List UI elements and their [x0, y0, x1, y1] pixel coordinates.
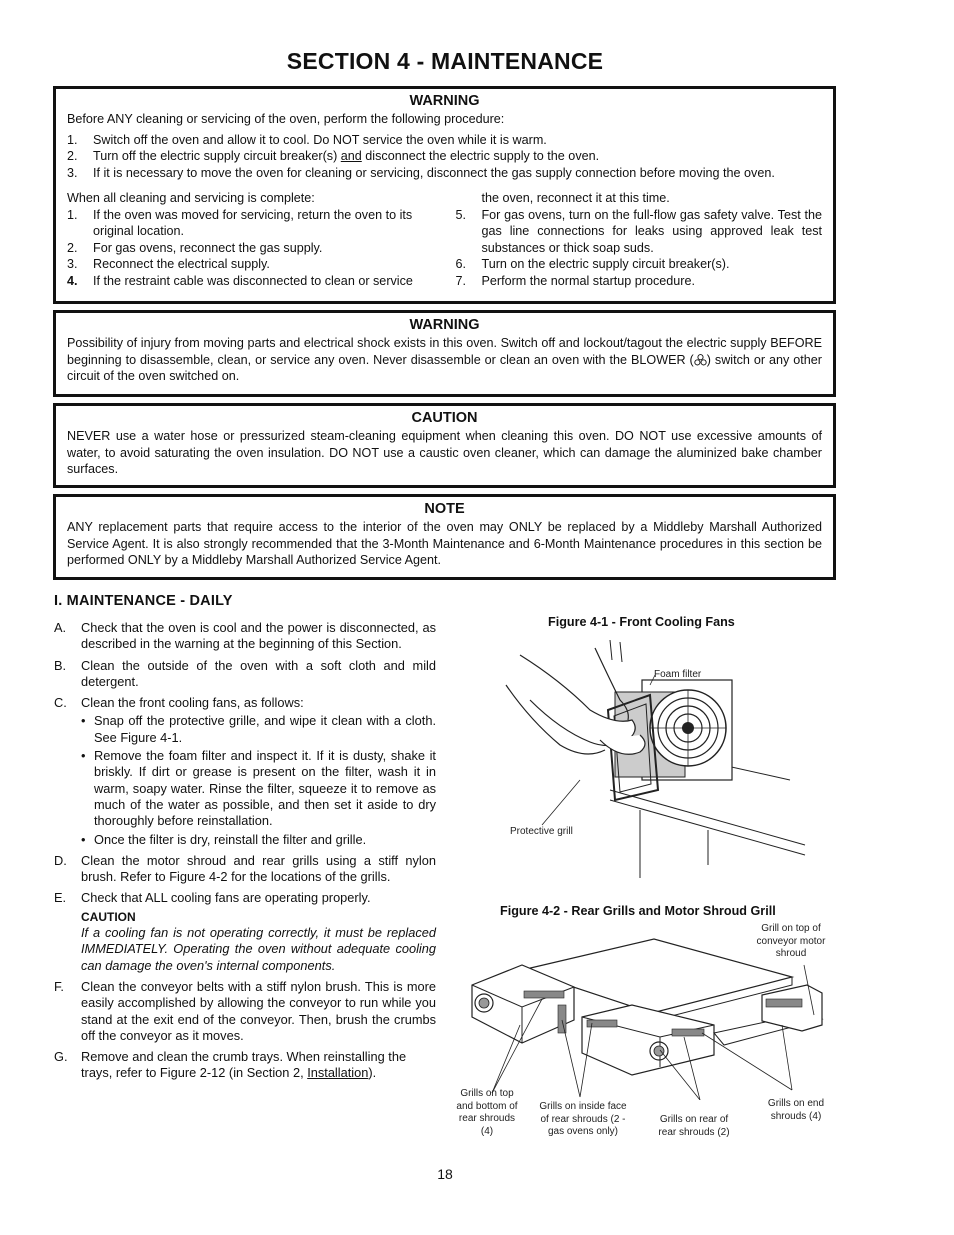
figure-1-title: Figure 4-1 - Front Cooling Fans [548, 615, 735, 629]
warning-box-procedure [53, 86, 836, 304]
grills-top-bottom-label: Grills on top and bottom of rear shrouds (4) [456, 1088, 518, 1137]
grills-inside-face-label: Grills on inside face of rear shrouds (2 - gas ovens only) [539, 1101, 627, 1137]
note-heading: NOTE [424, 501, 465, 517]
list-item: 2. Turn off the electric supply circuit breaker(s) and disconnect the electric supply to the oven. [67, 149, 600, 163]
protective-grill-label: Protective grill [510, 826, 573, 837]
grill-top-motor-shroud-label: Grill on top of conveyor motor shroud [756, 923, 826, 959]
list-item: 2. For gas ovens, reconnect the gas supply. [67, 240, 323, 255]
list-item: 3. If it is necessary to move the oven for cleaning or servicing, disconnect the gas supply connection before moving the oven. [67, 165, 775, 180]
page-number: 18 [437, 1166, 453, 1182]
caution-box [53, 403, 836, 488]
caution-text: If a cooling fan is not operating correctly, it must be replaced IMMEDIATELY. Operating the oven without adequate cooling can damage the oven's internal components. [81, 925, 436, 973]
note-text: ANY replacement parts that require access to the interior of the oven may ONLY be replaced by a Middleby Marshall Authorized Service Agent. It is also strongly recommended that the 3-Month Maintenance and 6-Month Maintenance procedures in this section be performed ONLY by a Middleby Marshall Authorized Service Agent. [67, 520, 822, 567]
list-item: D. Clean the motor shroud and rear grills using a stiff nylon brush. Refer to Figure 4-2 for the locations of the grills. [54, 852, 436, 885]
warning-box-injury [53, 310, 836, 397]
list-item: A. Check that the oven is cool and the power is disconnected, as described in the warning at the beginning of this Section. [54, 620, 436, 652]
list-item: E. Check that ALL cooling fans are operating properly. CAUTION If a cooling fan is not operating correctly, it must be replaced IMMEDIATELY. Operating the oven without adequate cooling can damage the oven's internal components. [54, 890, 436, 973]
list-item: B. Clean the outside of the oven with a soft cloth and mild detergent. [54, 657, 436, 689]
warning-heading: WARNING [409, 93, 480, 109]
fan-symbol-icon [694, 354, 707, 366]
warning-heading: WARNING [409, 317, 480, 333]
list-item: 4. If the restraint cable was disconnected to clean or service [67, 273, 413, 288]
after-service-intro: When all cleaning and servicing is complete: [67, 191, 315, 205]
section-heading: I. MAINTENANCE - DAILY [54, 593, 233, 609]
daily-maintenance-list [54, 620, 436, 1087]
list-item: 3. Reconnect the electrical supply. [67, 257, 270, 271]
list-item: 6. Turn on the electric supply circuit breaker(s). [455, 257, 730, 271]
list-item: G. Remove and clean the crumb trays. When reinstalling the trays, refer to Figure 2-12 (in Section 2, Installation). [54, 1049, 407, 1081]
bullet-item: • Remove the foam filter and inspect it. If it is dusty, shake it briskly. If dirt or grease is present on the filter, wash it in warm, soapy water. Rinse the filter, squeeze it to remove as much of the water as possible, and then set it aside to dry thoroughly before reinstallation. [81, 748, 436, 829]
note-box [53, 494, 836, 580]
bullet-item: • Snap off the protective grille, and wipe it clean with a cloth. See Figure 4-1. [81, 713, 436, 745]
foam-filter-label: Foam filter [654, 669, 702, 680]
list-item: 1. If the oven was moved for servicing, return the oven to its original location. [67, 207, 413, 238]
list-item: 1. Switch off the oven and allow it to cool. Do NOT service the oven while it is warm. [67, 132, 547, 147]
warning-intro: Before ANY cleaning or servicing of the oven, perform the following procedure: [67, 112, 505, 126]
caution-label: CAUTION [81, 909, 136, 924]
page-title: SECTION 4 - MAINTENANCE [286, 48, 604, 74]
figure-2-title: Figure 4-2 - Rear Grills and Motor Shroud Grill [500, 904, 776, 918]
warning-text: Possibility of injury from moving parts and electrical shock exists in this oven. Switch off and lockout/tagout the electric supply BEFORE beginning to disassemble, clean, or service any oven. Never disassemble or clean an oven with the BLOWER ( ) switch or any other circuit of the oven switched on. [67, 336, 822, 383]
grills-end-shrouds-label: Grills on end shrouds (4) [767, 1098, 825, 1122]
list-item: 5. For gas ovens, turn on the full-flow gas safety valve. Test the gas line connections for leaks using approved leak test substances or thick soap suds. [455, 207, 822, 255]
caution-text: NEVER use a water hose or pressurized steam-cleaning equipment when cleaning this oven. DO NOT use excessive amounts of water, to avoid saturating the oven insulation. DO NOT use a caustic oven cleaner, which can damage the aluminized bake chamber surfaces. [67, 429, 822, 476]
list-item: F. Clean the conveyor belts with a stiff nylon brush. This is more easily accomplished by allowing the conveyor to run while you stand at the exit end of the conveyor. Then, brush the crumbs off the conveyor as it moves. [54, 978, 436, 1043]
grills-rear-of-rear-label: Grills on rear of rear shrouds (2) [658, 1114, 730, 1138]
list-item-continuation: the oven, reconnect it at this time. [481, 191, 670, 205]
bullet-item: • Once the filter is dry, reinstall the filter and grille. [81, 831, 367, 847]
list-item: 7. Perform the normal startup procedure. [455, 273, 695, 288]
list-item: C. Clean the front cooling fans, as follows: • Snap off the protective grille, and wipe it clean with a cloth. See Figure 4-1. • Remove the foam filter and inspect it. If it is dusty, shake it briskly. If dirt or grease is present on the filter, wash it in warm, soapy water. Rinse the filter, squeeze it to remove as much of the water as possible, and then set it aside to dry thoroughly before reinstallation. • Once the filter is dry, reinstall the filter and grille. [54, 695, 436, 847]
caution-heading: CAUTION [411, 410, 478, 426]
